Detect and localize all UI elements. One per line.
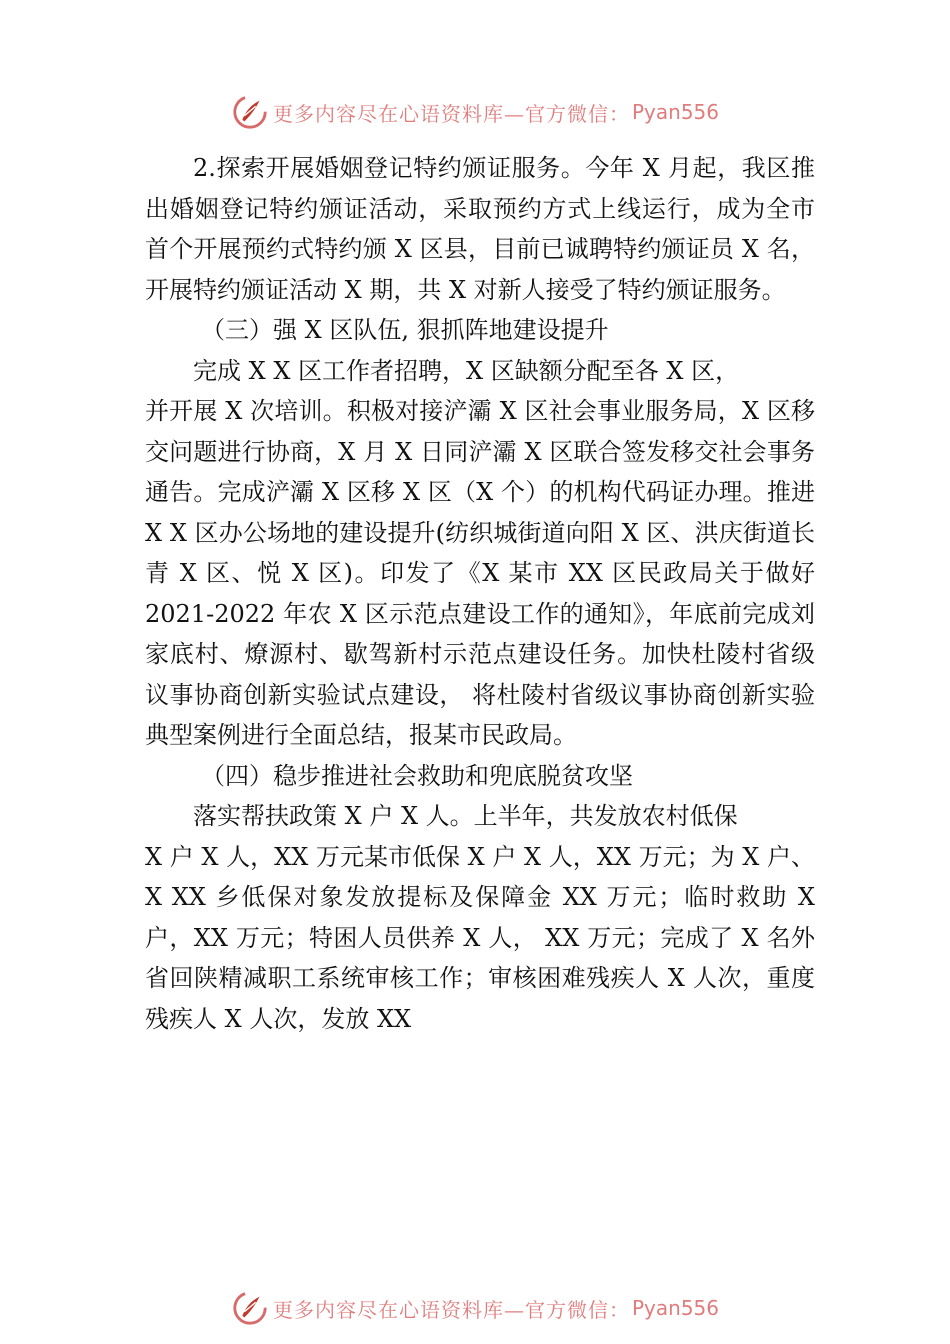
footer-watermark <box>0 1288 950 1328</box>
header-watermark <box>0 92 950 132</box>
watermark-account: Pyan556 <box>631 1296 719 1320</box>
watermark-text: 更多内容尽在心语资料库—官方微信： <box>272 101 630 126</box>
watermark-account: Pyan556 <box>631 100 719 124</box>
paragraph-1: 2.探索开展婚姻登记特约颁证服务。今年 X 月起，我区推出婚姻登记特约颁证活动，采取预约方式上线运行，成为全市首个开展预约式特约颁 X 区县，目前已诚聘特约颁证员 X 名，开展特约颁证活动 X 期，共 X 对新人接受了特约颁证服务。 <box>145 154 815 304</box>
section-heading-4: （四）稳步推进社会救助和兜底脱贫攻坚 <box>201 761 633 790</box>
logo-icon <box>231 93 269 131</box>
paragraph-2: 完成 X X 区工作者招聘，X 区缺额分配至各 X 区， <box>193 356 740 385</box>
section-heading-3: （三）强 X 区队伍, 狠抓阵地建设提升 <box>201 316 609 344</box>
logo-icon <box>231 1289 269 1327</box>
paragraph-4: 落实帮扶政策 X 户 X 人。上半年，共发放农村低保 <box>193 802 738 830</box>
paragraph-5: X 户 X 人，XX 万元某市低保 X 户 X 人，XX 万元；为 X 户、X XX 乡低保对象发放提标及保障金 XX 万元；临时救助 X 户，XX 万元；特困人员供养 X 人， XX 万元；完成了 X 名外省回陕精减职工系统审核工作；审核困难残疾人 X 人次，重度残疾人 X 人次，发放 XX <box>145 842 815 1033</box>
watermark-text: 更多内容尽在心语资料库—官方微信： <box>272 1297 630 1322</box>
paragraph-3: 并开展 X 次培训。积极对接浐灞 X 区社会事业服务局，X 区移交问题进行协商，X 月 X 日同浐灞 X 区联合签发移交社会事务通告。完成浐灞 X 区移 X 区（X 个）的机构代码证办理。推进 X X 区办公场地的建设提升(纺织城街道向阳 X 区、洪庆街道长青 X 区、悦 X 区)。印发了《X 某市 XX 区民政局关于做好 2021-2022 年农 X 区示范点建设工作的通知》，年底前完成刘家底村、燎源村、歇驾新村示范点建设任务。加快杜陵村省级议事协商创新实验试点建设， 将杜陵村省级议事协商创新实验典型案例进行全面总结，报某市民政局。 <box>145 397 815 749</box>
document-body <box>145 148 815 1039</box>
